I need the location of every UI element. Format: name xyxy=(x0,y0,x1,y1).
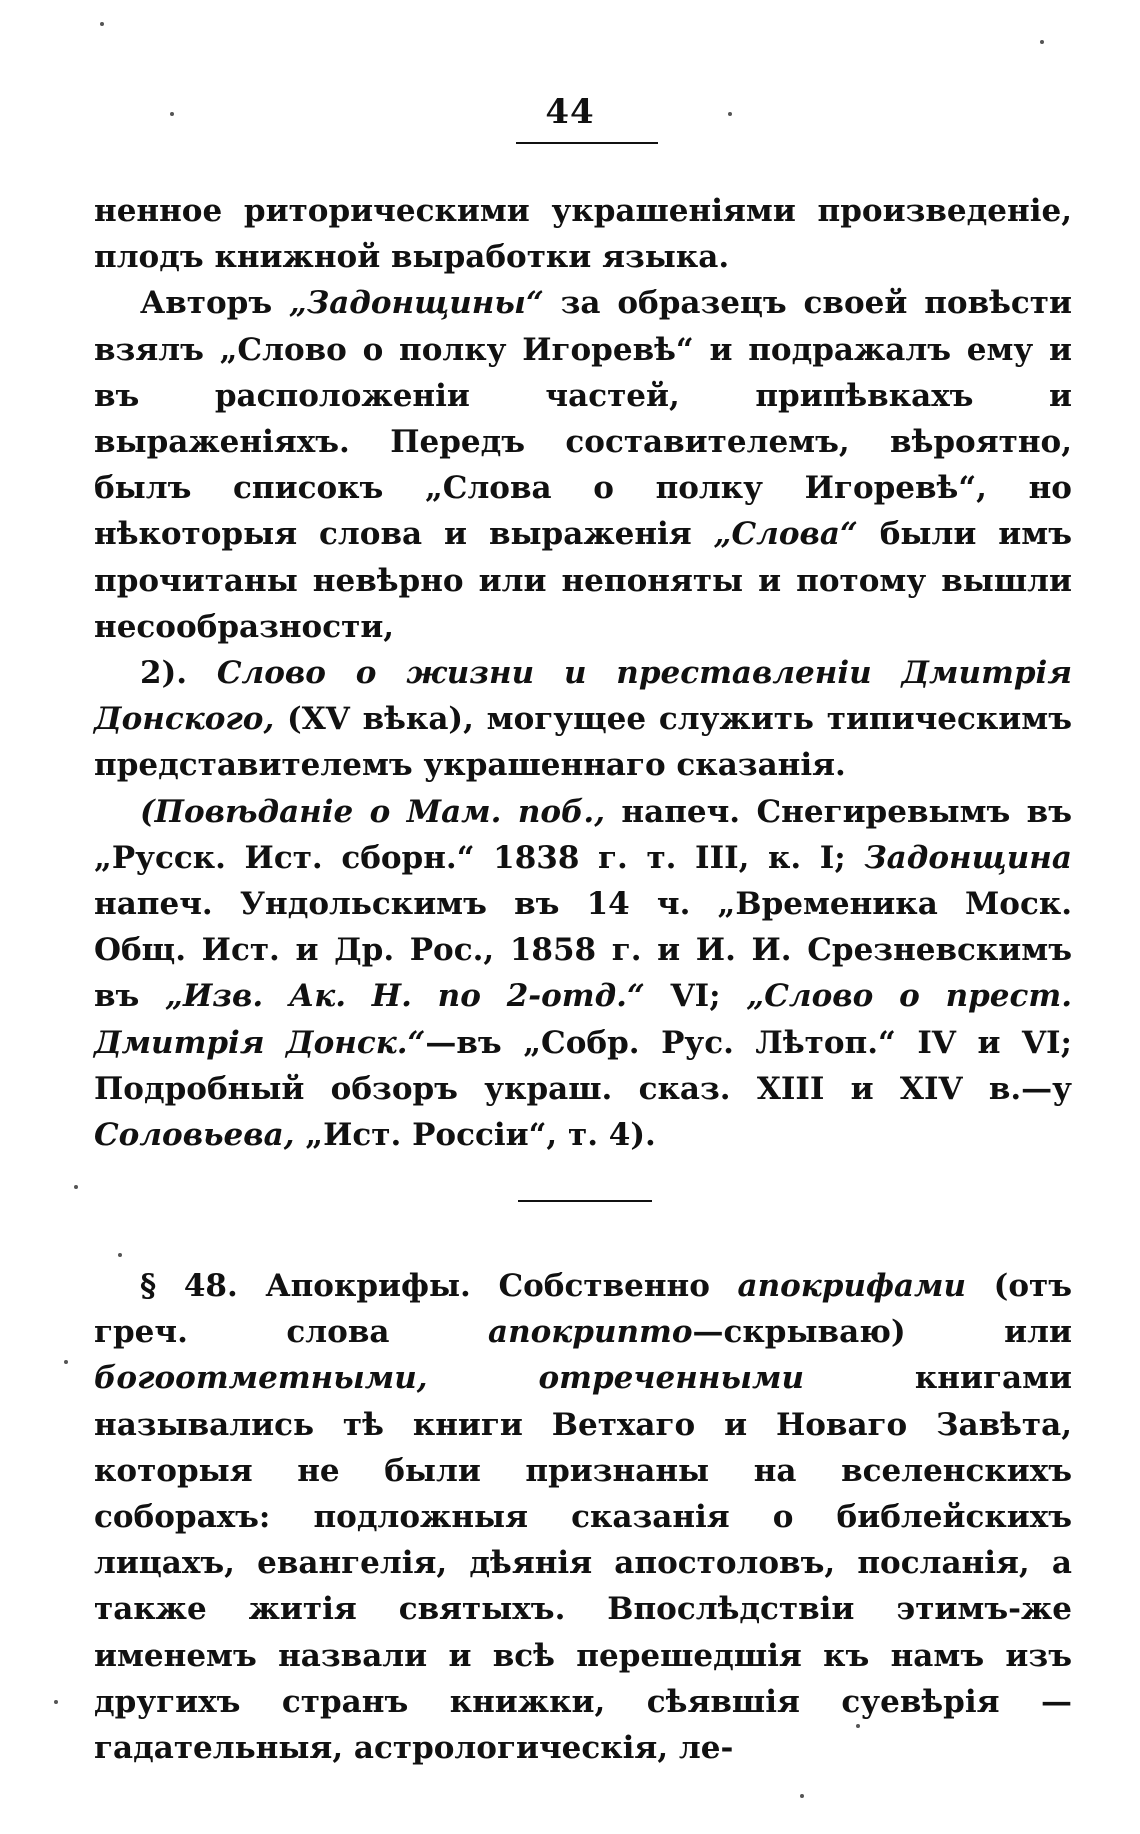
paragraph-apocrypha xyxy=(94,1263,1072,1771)
paragraph-references xyxy=(94,789,1072,1159)
text-run: —скрываю) или xyxy=(692,1314,1072,1351)
text-run: (отъ греч. слова xyxy=(94,1268,1072,1351)
text-run: за образецъ своей повѣсти взялъ „Слово о полку Игоревѣ“ и подражалъ ему и въ расположеніи частей, припѣвкахъ и выраженіяхъ. Передъ составителемъ, вѣроятно, былъ списокъ „Слова о полку Игоревѣ“, но нѣкоторыя слова и выраженія xyxy=(94,285,1073,553)
scan-speck xyxy=(118,1253,122,1257)
section-divider xyxy=(518,1200,652,1202)
italic-run: апокрифами xyxy=(737,1268,967,1304)
italic-run: богоотметными, отреченными xyxy=(94,1360,805,1397)
scan-speck xyxy=(100,22,104,26)
text-run: книгами назывались тѣ книги Ветхаго и Новаго Завѣта, которыя не были признаны на вселенскихъ соборахъ: подложныя сказанія о библейскихъ лицахъ, евангелія, дѣянія апостоловъ, посланія, а также житія святыхъ. Впослѣдствіи этимъ-же именемъ назвали и всѣ перешедшія къ намъ изъ другихъ странъ книжки, сѣявшія суевѣрія — гадательныя, астрологическія, ле- xyxy=(94,1360,1072,1767)
italic-run: „Задонщины“ xyxy=(289,285,544,322)
text-run: напеч. Снегиревымъ въ „Русск. Ист. сборн.“ 1838 г. т. III, к. I; xyxy=(94,793,1073,876)
scan-speck xyxy=(1040,40,1044,44)
italic-run: Задонщина xyxy=(864,839,1072,876)
text-run: ненное риторическими украшеніями произведеніе, плодъ книжной выработки языка. xyxy=(94,193,1072,276)
text-run: 2). xyxy=(140,655,217,692)
italic-run: апокрипто xyxy=(488,1314,693,1351)
scan-speck xyxy=(856,1724,860,1728)
italic-run: „Слова“ xyxy=(713,516,858,553)
scan-speck xyxy=(54,1700,58,1704)
italic-run: „Слово о прест. Дмитрія Донск.“ xyxy=(94,978,1072,1061)
text-run: (XV вѣка), могущее служить типическимъ представителемъ украшеннаго сказанія. xyxy=(94,701,1072,784)
text-column-upper xyxy=(94,188,1072,1158)
page-number: 44 xyxy=(545,92,595,132)
scan-speck xyxy=(728,112,732,116)
text-run: —въ „Собр. Рус. Лѣтоп.“ IV и VI; Подробный обзоръ украш. сказ. XIII и XIV в.—у xyxy=(94,1024,1072,1107)
text-run: VI; xyxy=(644,978,747,1015)
paragraph-continuation xyxy=(94,188,1072,280)
scan-speck xyxy=(170,112,174,116)
text-column-lower xyxy=(94,1263,1072,1771)
header-rule xyxy=(516,142,658,144)
paragraph-zadonshchina xyxy=(94,280,1072,650)
text-run: „Ист. Россіи“, т. 4). xyxy=(294,1117,656,1154)
text-run: были имъ прочитаны невѣрно или непоняты и потому вышли несообразности, xyxy=(94,516,1072,645)
paragraph-slovo-dmitriy xyxy=(94,650,1072,789)
italic-run: (Повѣданіе о Мам. поб., xyxy=(140,793,606,830)
italic-run: „Изв. Ак. Н. по 2-отд.“ xyxy=(165,978,645,1015)
text-run: напеч. Ундольскимъ въ 14 ч. „Временика Моск. Общ. Ист. и Др. Рос., 1858 г. и И. И. Срезневскимъ въ xyxy=(94,886,1072,1015)
italic-run: Соловьева, xyxy=(94,1117,295,1154)
italic-run: Слово о жизни и преставленіи Дмитрія Донского, xyxy=(94,655,1072,738)
scan-speck xyxy=(74,1185,78,1189)
scan-speck xyxy=(800,1794,804,1798)
text-run: § 48. Апокрифы. Собственно xyxy=(140,1268,738,1304)
text-run: Авторъ xyxy=(140,285,289,322)
scan-speck xyxy=(64,1360,68,1364)
